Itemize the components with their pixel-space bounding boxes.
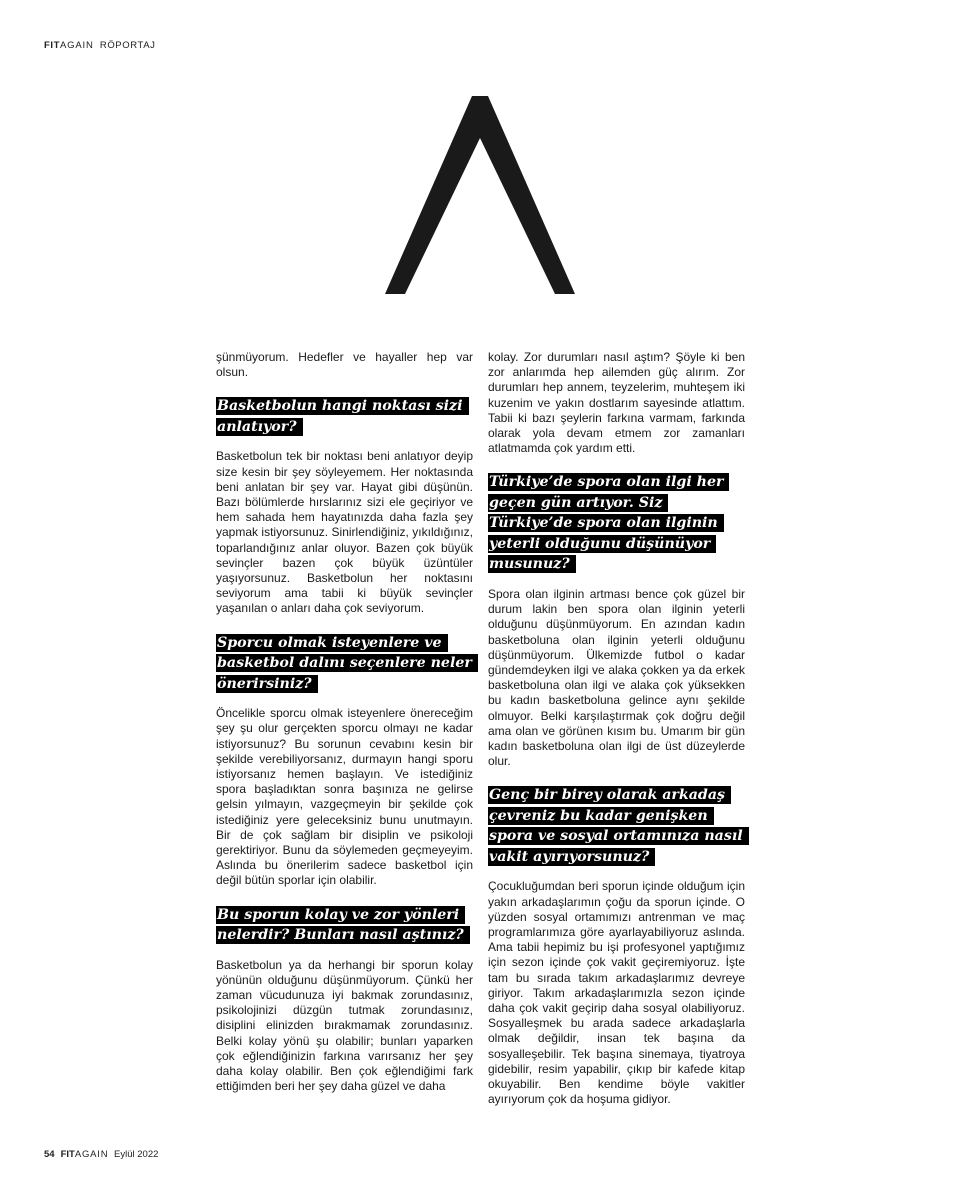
issue-date: Eylül 2022	[114, 1149, 159, 1160]
answer-paragraph: Spora olan ilginin artması bence çok güzel bir durum lakin ben spora olan ilginin yeterli olduğunu düşünmüyorum. En azından kadın basketboluna olan ilginin yeterli olduğunu düşünmüyorum. Ülkemizde futbol o kadar gündemdeyken ilgi ve alaka çokken ya da erkek basketboluna olan ilgi ve alaka çok yüksekken bu kadın basketboluna gelince aynı şekilde olmuyor. Belki karşılaştırmak çok doğru değil ama olan ve görünen kısım bu. Umarım bir gün kadın basketboluna olan ilgi de üst düzeylerde olur.	[488, 586, 745, 769]
decorative-lambda-letter	[385, 96, 575, 294]
question-text: Türkiye’de spora olan ilgi her geçen gün artıyor. Siz Türkiye’de spora olan ilginin yeterli olduğunu düşünüyor musunuz?	[488, 473, 729, 573]
left-column	[216, 350, 473, 1094]
question-heading	[216, 396, 473, 437]
question-heading	[216, 633, 473, 695]
question-text: Bu sporun kolay ve zor yönleri nelerdir? Bunları nasıl aştınız?	[216, 906, 470, 945]
question-text: Basketbolun hangi noktası sizi anlatıyor?	[216, 397, 469, 436]
answer-paragraph: Basketbolun ya da herhangi bir sporun kolay yönünün olduğunu düşünmüyorum. Çünkü her zaman vücudunuza iyi bakmak zorundasınız, psikolojinizi düzgün tutmak zorundasınız, disiplini elinizden bırakmamak zorundasınız. Belki kolay yönü şu olabilir; bunları yaparken çok eğlendiğinizin farkına varırsanız her şey daha kolay olabilir. Ben çok eğlendiğimi fark ettiğimden beri her şey daha güzel ve daha	[216, 957, 473, 1094]
answer-paragraph: Basketbolun tek bir noktası beni anlatıyor deyip size kesin bir şey söyleyemem. Her noktasında beni anlatan bir şey var. Hayat gibi düşünün. Bazı bölümlerde hırslarınız sizi ele geçiriyor ve hem sahada hem hayatınızda daha fazla şey yapmak istiyorsunuz. Sinirlendiğiniz, yıkıldığınız, toparlandığınız anlar oluyor. Bazen çok büyük sevinçler bazen çok büyük üzüntüler yaşıyorsunuz. Basketbolun her noktasını seviyorum ama tabii ki büyük sevinçler yaşanılan o anları daha çok seviyorum.	[216, 449, 473, 616]
section-label: RÖPORTAJ	[99, 40, 156, 51]
page-footer	[44, 1149, 158, 1160]
right-column	[488, 350, 745, 1107]
paragraph: şünmüyorum. Hedefler ve hayaller hep var olsun.	[216, 350, 473, 380]
footer-brand-fit: FIT	[60, 1149, 75, 1160]
question-heading	[488, 785, 745, 867]
paragraph: kolay. Zor durumları nasıl aştım? Şöyle ki ben zor anlarımda hep ailemden güç alırım. Zor durumları hep annem, teyzelerim, muhteşem iki kuzenim ve yakın dostlarım sayesinde atlattım. Tabii ki bazı şeylerin farkına varmam, farkında olarak yola devam etmem zor zamanları atlatmamda çok yardım etti.	[488, 350, 745, 456]
question-heading	[216, 905, 473, 946]
answer-paragraph: Çocukluğumdan beri sporun içinde olduğum için yakın arkadaşlarımın çoğu da sporun içinde. O yüzden sosyal ortamımızı antrenman ve maç programlarımıza göre ayarlayabiliyoruz aslında. Ama tabii hepimiz bu işi profesyonel yaptığımız için sezon içinde çok vakit geçiremiyoruz. İşte tam bu sırada takım arkadaşlarımız devreye giriyor. Takım arkadaşlarımızla sezon içinde daha çok vakit geçirip daha sosyal olabiliyoruz. Sosyalleşmek bu arada sadece arkadaşlarla olmak değildir, insan tek başına da sosyalleşebilir. Tek başına sinemaya, tiyatroya gidebilir, resim yapabilir, çıkıp bir kafede kitap okuyabilir. Ben kendime böyle vakitler ayırıyorum çok da hoşuma gidiyor.	[488, 879, 745, 1107]
footer-brand-again: AGAIN	[74, 1149, 109, 1160]
question-text: Sporcu olmak isteyenlere ve basketbol dalını seçenlere neler önerirsiniz?	[216, 634, 478, 693]
page-header	[44, 40, 156, 51]
question-heading	[488, 472, 745, 575]
answer-paragraph: Öncelikle sporcu olmak isteyenlere önereceğim şey şu olur gerçekten sporcu olmayı ne kadar istiyorsunuz? Bu sorunun cevabını kesin bir şekilde verebiliyorsanız, durmayın hangi sporu istiyorsanız hemen başlayın. Ve istediğiniz spora başladıktan sonra başınıza ne gelirse gelsin yılmayın, vazgeçmeyin bir şekilde çok istediğiniz yere geleceksiniz bunu unutmayın. Bir de çok sağlam bir disiplin ve psikoloji gerektiriyor. Bunu da söylemeden geçmeyeyim. Aslında bu önerilerim sadece basketbol için değil bütün sporlar için olabilir.	[216, 706, 473, 888]
page-number: 54	[44, 1149, 55, 1160]
question-text: Genç bir birey olarak arkadaş çevreniz bu kadar genişken spora ve sosyal ortamınıza nasıl vakit ayırıyorsunuz?	[488, 786, 749, 866]
brand-again: AGAIN	[60, 40, 94, 51]
brand-fit: FIT	[44, 40, 61, 51]
